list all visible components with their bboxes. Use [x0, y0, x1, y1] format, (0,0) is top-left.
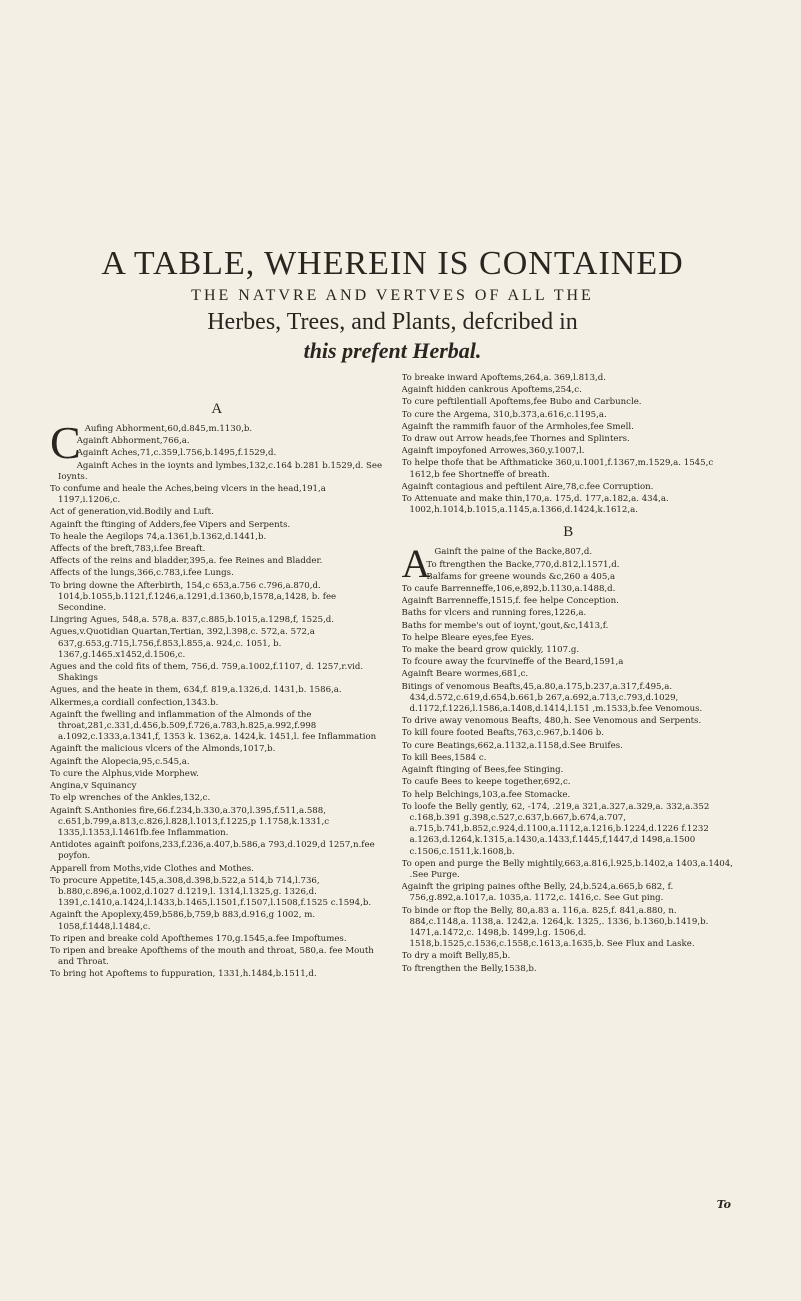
- index-entry-text: To make the beard grow quickly, 1107.g.: [401, 645, 580, 656]
- index-entry-text: Balfams for greene wounds &c,260 a 405,a: [426, 571, 616, 582]
- index-entry: [402, 790, 736, 801]
- index-entry-text: Agues, and the heate in them, 634,f. 819,a.1326,d. 1431,b. 1586,a.: [50, 685, 342, 696]
- index-entry: [402, 716, 736, 727]
- index-entry: [50, 769, 384, 780]
- index-entry-text: Agues,v.Quotidian Quartan,Tertian, 392,l.398,c. 572,a. 572,a 637,g.653,g.715,l.756,f.853,l.855,a. 924,c. 1051, b. 1367,g.1465.x1452,d.1506,c.: [50, 627, 315, 660]
- index-entry: [402, 728, 736, 739]
- index-entry-text: To heale the Aegilops 74,a.1361,b.1362,d.1441,b.: [50, 531, 267, 542]
- section-letter-b: B: [563, 524, 574, 541]
- index-entry-text: To elp wrenches of the Ankles,132,c.: [50, 793, 211, 804]
- index-entry: [402, 584, 736, 595]
- index-entry: [50, 484, 384, 506]
- index-entry: [50, 544, 384, 555]
- index-entry-text: Againft the ftinging of Adders,fee Vipers and Serpents.: [50, 519, 291, 530]
- index-entry-text: Alkermes,a cordiall confection,1343.b.: [50, 697, 219, 708]
- index-entry: [402, 482, 736, 493]
- index-entry: [50, 744, 384, 755]
- index-entry: [402, 560, 736, 571]
- index-entry: [50, 568, 384, 579]
- index-entry: [50, 806, 384, 840]
- left-column: [50, 373, 384, 982]
- index-entry-text: Baths for membe's out of ioynt,'gout,&c,1413,f.: [401, 620, 609, 631]
- index-entry-text: Baths for vlcers and running fores,1226,a.: [401, 608, 587, 619]
- index-entry-text: To caufe Bees to keepe together,692,c.: [401, 777, 571, 788]
- index-entry: [50, 698, 384, 709]
- index-entry: [50, 461, 384, 483]
- index-entry-text: To open and purge the Belly mightily,663,a.816,l.925,b.1402,a 1403,a.1404, .See Purge.: [401, 858, 733, 880]
- index-entry: [50, 436, 384, 447]
- index-entry: [402, 657, 736, 668]
- index-entry-text: To drive away venomous Beafts, 480,h. See Venomous and Serpents.: [401, 716, 702, 727]
- drop-capital: A: [401, 541, 431, 587]
- index-entry: [402, 572, 736, 583]
- index-entry: [50, 532, 384, 543]
- index-entry-text: To procure Appetite,145,a.308,d.398,b.522,a 514,b 714,l.736, b.880,c.896,a.1002,d.1027 d.1219,l. 1314,l.1325,g. 1326,d. 1391,c.1410,a.1424,l.1433,b.1465,l.1501,f.1507,l.1508,f.1525 c.1594,b.: [50, 875, 372, 909]
- columns: [50, 373, 735, 982]
- index-entry-text: Againft S.Anthonies fire,66.f.234,b.330,a.370,l.395,f.511,a.588, c.651,b.799,a.813,c.826,l.828,l.1013,f.1225,p 1.1758,k.1331,c 1335,l.1353,l.1461fb.fee Inflammation.: [50, 805, 330, 838]
- right-entry-list: [401, 541, 736, 974]
- index-entry: [402, 765, 736, 776]
- index-entry: [402, 964, 736, 975]
- index-entry-text: To fcoure away the fcurvineffe of the Beard,1591,a: [401, 657, 624, 668]
- index-entry: [402, 410, 736, 421]
- index-entry-text: Act of generation,vid.Bodily and Luft.: [50, 507, 214, 518]
- index-entry-text: To breake inward Apoftems,264,a. 369,l.813,d.: [401, 373, 607, 383]
- index-entry-text: To Attenuate and make thin,170,a. 175,d. 177,a.182,a. 434,a. 1002,h.1014,b.1015,a.1145,a.1366,d.1424,k.1612,a.: [401, 494, 669, 516]
- index-entry-text: Againft the rammifh fauor of the Armholes,fee Smell.: [401, 421, 634, 432]
- index-entry: [50, 969, 384, 980]
- index-entry-text: To cure the Argema, 310,b.373,a.616,c.1195,a.: [401, 409, 607, 420]
- index-entry-text: Gainft the paine of the Backe,807,d.: [434, 547, 593, 558]
- index-entry-text: Antidotes againft poifons,233,f.236,a.407,b.586,a 793,d.1029,d 1257,n.fee poyfon.: [50, 840, 375, 862]
- index-entry-text: To cure peftilentiall Apoftems,fee Bubo and Carbuncle.: [401, 397, 642, 408]
- index-entry-text: Againft Barrenneffe,1515,f. fee helpe Conception.: [401, 596, 619, 607]
- index-entry-text: To ftrengthen the Backe,770,d.812,l.1571,d.: [426, 559, 620, 570]
- index-entry: [402, 859, 736, 881]
- index-entry-text: Angina,v Squinancy: [50, 781, 137, 792]
- index-entry: [402, 458, 736, 480]
- page-title: A TABLE, WHEREIN IS CONTAINED: [101, 245, 684, 282]
- index-entry-text: Lingring Agues, 548,a. 578,a. 837,c.885,b.1015,a.1298,f, 1525,d.: [50, 615, 335, 626]
- index-entry-text: Againft the Apoplexy,459,b586,b,759,b 883,d.916,g 1002, m. 1058,f.1448,l.1484,c.: [50, 910, 316, 932]
- index-entry-text: To cure Beatings,662,a.1132,a.1158,d.See Bruifes.: [401, 740, 623, 751]
- index-entry-text: Affects of the lungs,366,c.783,i.fee Lungs.: [50, 568, 234, 579]
- subtitle-line-2: Herbes, Trees, and Plants, defcribed in: [207, 309, 578, 335]
- index-entry: [402, 882, 736, 904]
- index-entry: [50, 946, 384, 968]
- index-entry: [402, 434, 736, 445]
- index-entry-text: To kill foure footed Beafts,763,c.967,b.1406 b.: [401, 728, 604, 739]
- index-entry: [50, 520, 384, 531]
- index-entry-text: Againft the malicious vlcers of the Almonds,1017,b.: [50, 744, 276, 755]
- index-entry: [402, 596, 736, 607]
- index-entry-text: To confume and heale the Aches,being vlcers in the head,191,a 1197,i.1206,c.: [50, 484, 326, 506]
- index-entry: [50, 757, 384, 768]
- index-entry-text: To loofe the Belly gently, 62, -174, .219,a 321,a.327,a.329,a. 332,a.352 c.168,b.391 g.398,c.527,c.637,b.667,b.674,a.707, a.715,b.741,b.852,c.924,d.1100,a.1112,a.1216,b.1224,d.1226 f.1232 a.1263,d.1264,k.1315,a.1430,a.1433,f.1445,f,1447,d 1498,a.1500 c.1506,c.1511,k.1608,b.: [401, 801, 710, 857]
- index-entry: [50, 581, 384, 615]
- index-entry-text: Againft the griping paines ofthe Belly, 24,b.524,a.665,b 682, f. 756,g.892,a.1017,a. 1035,a. 1172,c. 1416,c. See Gut ping.: [401, 882, 674, 904]
- index-entry: [402, 777, 736, 788]
- index-entry-text: Againft Aches in the ioynts and lymbes,132,c.164 b.281 b.1529,d. See Ioynts.: [58, 460, 383, 482]
- index-entry: [402, 802, 736, 858]
- index-entry: [402, 682, 736, 716]
- left-entry-list: [50, 417, 384, 981]
- index-entry-text: To binde or ftop the Belly, 80,a.83 a. 116,a. 825,f. 841,a.880, n. 884,c.1148,a. 1138,a. 1242,a. 1264,k. 1325,. 1336, b.1360,b.1419,b. 1471,a.1472,c. 1498,b. 1499,l.g. 1506,d. 1518,b.1525,c.1536,c.1558,c.1613,a.1635,b. See Flux and Laske.: [401, 905, 709, 950]
- index-entry: [50, 781, 384, 792]
- index-entry-text: To help Belchings,103,a.fee Stomacke.: [401, 789, 571, 800]
- right-column: [402, 373, 736, 982]
- index-entry: [50, 910, 384, 932]
- index-entry-text: Bitings of venomous Beafts,45,a.80,a.175,b.237,a.317,f.495,a. 434,d.572,c.619,d.654,b.661,b 267,a.692,a.713,c.793,d.1029, d.1172,f.1226,l.1586,a.1408,d.1414,l.151 ,m.1533,b.fee Venomous.: [401, 681, 703, 715]
- drop-capital: C: [50, 417, 81, 468]
- index-entry-text: Affects of the breft,783,i.fee Breaft.: [50, 544, 206, 555]
- index-entry-text: Againft impoyfoned Arrowes,360,y.1007,l.: [401, 446, 585, 457]
- index-entry-text: Agues and the cold fits of them, 756,d. 759,a.1002,f.1107, d. 1257,r.vid. Shakings: [50, 662, 364, 684]
- index-entry-text: Againft the Alopecia,95,c.545,a.: [50, 756, 190, 767]
- index-entry: [50, 710, 384, 744]
- index-entry: [50, 685, 384, 696]
- index-entry: [50, 934, 384, 945]
- header: [50, 0, 735, 365]
- index-entry-text: Againft Aches,71,c.359,l.756,b.1495,f.1529,d.: [76, 448, 277, 459]
- index-entry: [402, 753, 736, 764]
- index-entry: [50, 662, 384, 684]
- section-letter-a: A: [211, 401, 223, 417]
- index-entry: [50, 615, 384, 626]
- index-entry-text: To helpe thofe that be Afthmaticke 360,u.1001,f.1367,m.1529,a. 1545,c 1612,b fee Shortneffe of breath.: [401, 458, 714, 480]
- index-entry: [402, 373, 736, 384]
- index-entry-text: To caufe Barrenneffe,106,e,892,b.1130,a.1488,d.: [401, 584, 616, 595]
- catchword: To: [716, 1198, 731, 1211]
- index-entry-text: Againft Abhorment,766,a.: [76, 436, 190, 447]
- index-entry-text: To kill Bees,1584 c.: [401, 752, 487, 763]
- index-entry: [402, 494, 736, 516]
- index-entry-text: To bring downe the Afterbirth, 154,c 653,a.756 c.796,a.870,d. 1014,b.1055,b.1121,f.1246,a.1291,d.1360,b,1578,a,1428, b. fee Secondine.: [50, 580, 337, 614]
- index-entry-text: Againft the fwelling and inflammation of the Almonds of the throat,281,c.331,d.456,b.509,f.726,a.783,h.825,a.992,f.998 a.1092,c.1333,a.1341,f, 1353 k. 1362,a. 1424,k. 1451,l. fee Inflammation: [50, 709, 377, 743]
- index-entry-text: To ftrengthen the Belly,1538,b.: [401, 963, 537, 974]
- index-entry-text: To bring hot Apoftems to fuppuration, 1331,h.1484,b.1511,d.: [50, 969, 317, 980]
- index-entry: [402, 422, 736, 433]
- index-entry-text: To ripen and breake Apofthems of the mouth and throat, 580,a. fee Mouth and Throat.: [50, 945, 374, 968]
- index-entry: [50, 876, 384, 910]
- index-entry: [402, 633, 736, 644]
- index-entry-text: To dry a moift Belly,85,b.: [401, 951, 511, 962]
- index-entry-text: Againft ftinging of Bees,fee Stinging.: [401, 765, 564, 776]
- index-entry: [50, 840, 384, 862]
- index-entry: [402, 645, 736, 656]
- index-entry: [402, 608, 736, 619]
- index-entry-text: Aufing Abhorment,60,d.845,m.1130,b.: [84, 424, 253, 434]
- index-entry: [402, 385, 736, 396]
- index-entry-text: Againft contagious and peftilent Aire,78,c.fee Corruption.: [401, 481, 654, 492]
- index-entry-text: Apparell from Moths,vide Clothes and Mothes.: [50, 863, 254, 874]
- index-entry: [50, 507, 384, 518]
- index-entry: [402, 397, 736, 408]
- index-entry-text: Againft hidden cankrous Apoftems,254,c.: [401, 385, 582, 396]
- index-entry: [402, 906, 736, 951]
- index-entry: [50, 448, 384, 459]
- index-entry: [402, 741, 736, 752]
- index-entry: [402, 669, 736, 680]
- index-entry-text: To draw out Arrow heads,fee Thornes and Splinters.: [401, 434, 630, 445]
- subtitle: THE NATVRE AND VERTVES OF ALL THE: [191, 287, 594, 304]
- index-entry: [50, 556, 384, 567]
- index-entry-text: Againft Beare wormes,681,c.: [401, 669, 529, 680]
- index-entry-text: Affects of the reins and bladder,395,a. fee Reines and Bladder.: [50, 556, 323, 567]
- index-entry-text: To cure the Alphus,vide Morphew.: [50, 768, 199, 779]
- index-entry: [402, 951, 736, 962]
- index-entry: [402, 621, 736, 632]
- index-entry: [50, 864, 384, 875]
- index-entry: [50, 793, 384, 804]
- index-entry: [50, 627, 384, 661]
- right-top-entry-list: [402, 373, 736, 516]
- index-entry-text: To helpe Bleare eyes,fee Eyes.: [401, 632, 534, 643]
- index-entry: [402, 446, 736, 457]
- subtitle-line-3: this prefent Herbal.: [303, 338, 482, 363]
- index-entry-text: To ripen and breake cold Apofthemes 170,g.1545,a.fee Impoftumes.: [50, 933, 347, 944]
